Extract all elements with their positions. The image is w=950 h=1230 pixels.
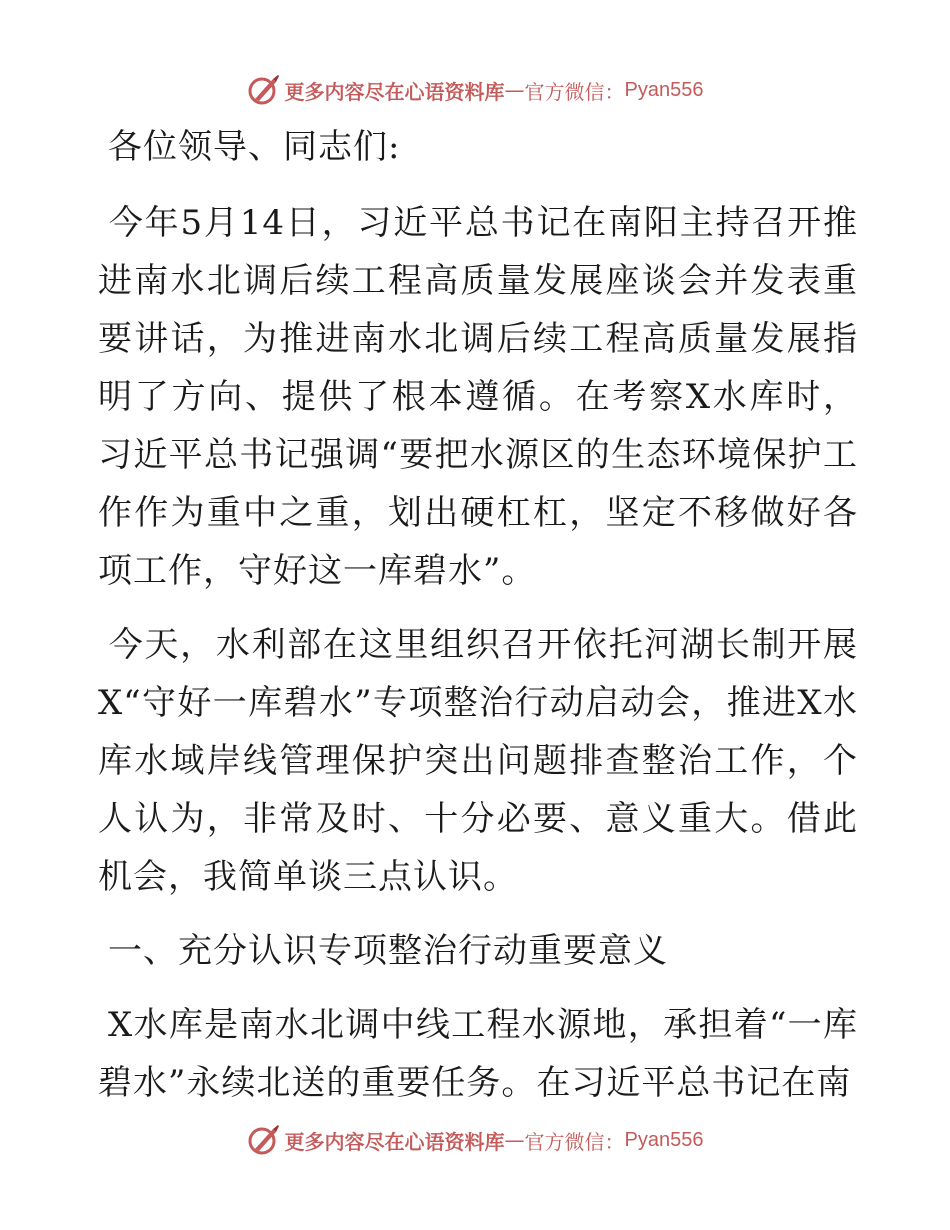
watermark-banner-bottom	[0, 1120, 950, 1160]
document-body	[98, 118, 858, 1128]
quill-logo-icon	[247, 73, 281, 107]
paragraph-2	[98, 616, 858, 906]
section-heading-1: 一、充分认识专项整治行动重要意义	[108, 931, 668, 971]
watermark-main-text: 更多内容尽在心语资料库	[284, 79, 505, 104]
paragraph-3-text: X水库是南水北调中线工程水源地，承担着“一库碧水”永续北送的重要任务。在习近平总书记在南	[98, 1005, 858, 1103]
paragraph-1	[98, 194, 858, 600]
watermark-wechat-id: Pyan556	[624, 1128, 704, 1151]
watermark-separator: —	[504, 78, 525, 102]
watermark-official-label: 官方微信：	[524, 1129, 625, 1154]
watermark-wechat-id: Pyan556	[624, 78, 704, 101]
greeting: 各位领导、同志们:	[108, 127, 401, 167]
watermark-official-label: 官方微信：	[524, 79, 625, 104]
paragraph-1-text: 今年5月14日，习近平总书记在南阳主持召开推进南水北调后续工程高质量发展座谈会并发表重要讲话，为推进南水北调后续工程高质量发展指明了方向、提供了根本遵循。在考察X水库时，习近平总书记强调“要把水源区的生态环境保护工作作为重中之重，划出硬杠杠，坚定不移做好各项工作，守好这一库碧水”。	[98, 203, 858, 591]
watermark-main-text: 更多内容尽在心语资料库	[284, 1129, 505, 1154]
quill-logo-icon	[247, 1123, 281, 1157]
watermark-separator: —	[504, 1128, 525, 1152]
paragraph-3	[98, 996, 858, 1112]
paragraph-2-text: 今天，水利部在这里组织召开依托河湖长制开展X“守好一库碧水”专项整治行动启动会，推进X水库水域岸线管理保护突出问题排查整治工作，个人认为，非常及时、十分必要、意义重大。借此机会，我简单谈三点认识。	[98, 625, 858, 897]
watermark-banner-top	[0, 70, 950, 110]
